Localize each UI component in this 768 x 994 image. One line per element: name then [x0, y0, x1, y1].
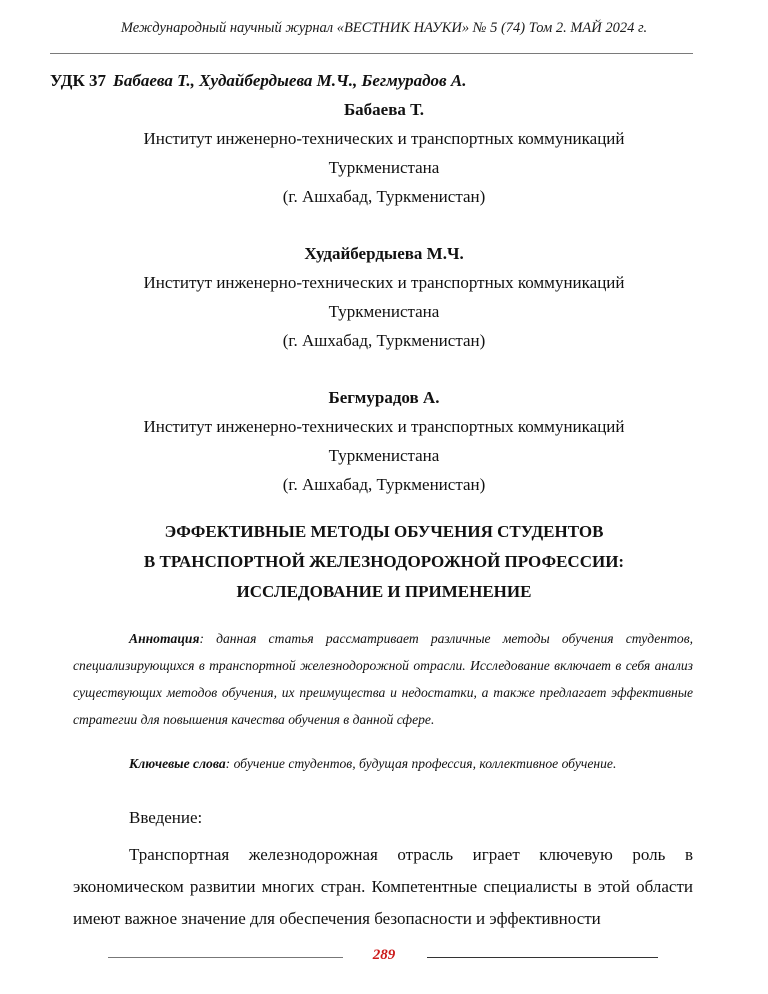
- introduction-paragraph: Транспортная железнодорожная отрасль играет ключевую роль в экономическом развитии многих стран. Компетентные специалисты в этой области имеют важное значение для обеспечения безопасности и эффективности: [73, 845, 693, 928]
- institute-country: Туркменистана: [328, 446, 440, 465]
- institute-country: Туркменистана: [328, 302, 440, 321]
- author-name: Бегмурадов А.: [328, 388, 440, 407]
- institute-location: (г. Ашхабад, Туркменистан): [282, 187, 486, 206]
- journal-running-head: Международный научный журнал «ВЕСТНИК НАУКИ» № 5 (74) Том 2. МАЙ 2024 г.: [120, 20, 648, 36]
- section-heading-introduction: Введение:: [129, 808, 203, 827]
- keywords-label: Ключевые слова: [129, 756, 226, 771]
- title-line: В ТРАНСПОРТНОЙ ЖЕЛЕЗНОДОРОЖНОЙ ПРОФЕССИИ:: [143, 552, 625, 571]
- author-list: Бабаева Т., Худайбердыева М.Ч., Бегмурадов А.: [113, 71, 467, 90]
- institute-name: Институт инженерно-технических и транспортных коммуникаций: [143, 417, 625, 436]
- abstract-label: Аннотация: [129, 631, 200, 646]
- affiliation-block: [0, 239, 768, 355]
- udk-code: УДК 37: [50, 71, 107, 90]
- institute-country: Туркменистана: [328, 158, 440, 177]
- affiliation-block: [0, 95, 768, 211]
- title-line: ЭФФЕКТИВНЫЕ МЕТОДЫ ОБУЧЕНИЯ СТУДЕНТОВ: [164, 522, 604, 541]
- institute-name: Институт инженерно-технических и транспортных коммуникаций: [143, 129, 625, 148]
- footer-divider-right: [427, 957, 658, 958]
- author-name: Худайбердыева М.Ч.: [304, 244, 464, 263]
- keywords-text: : обучение студентов, будущая профессия, коллективное обучение.: [225, 756, 617, 771]
- keywords: [129, 756, 616, 772]
- institute-location: (г. Ашхабад, Туркменистан): [282, 331, 486, 350]
- title-line: ИССЛЕДОВАНИЕ И ПРИМЕНЕНИЕ: [236, 582, 532, 601]
- author-name: Бабаева Т.: [343, 100, 425, 119]
- udk-line: [50, 71, 466, 91]
- abstract: [73, 625, 693, 733]
- institute-location: (г. Ашхабад, Туркменистан): [282, 475, 486, 494]
- page-number: 289: [372, 947, 396, 963]
- affiliation-block: [0, 383, 768, 499]
- institute-name: Институт инженерно-технических и транспортных коммуникаций: [143, 273, 625, 292]
- abstract-text: : данная статья рассматривает различные методы обучения студентов, специализирующихся в транспортной железнодорожной отрасли. Исследование включает в себя анализ существующих методов обучения, их преимущества и недостатки, а также предлагает эффективные стратегии для повышения качества обучения в данной сфере.: [73, 631, 693, 727]
- header-divider: [50, 53, 693, 54]
- article-title: [0, 517, 768, 607]
